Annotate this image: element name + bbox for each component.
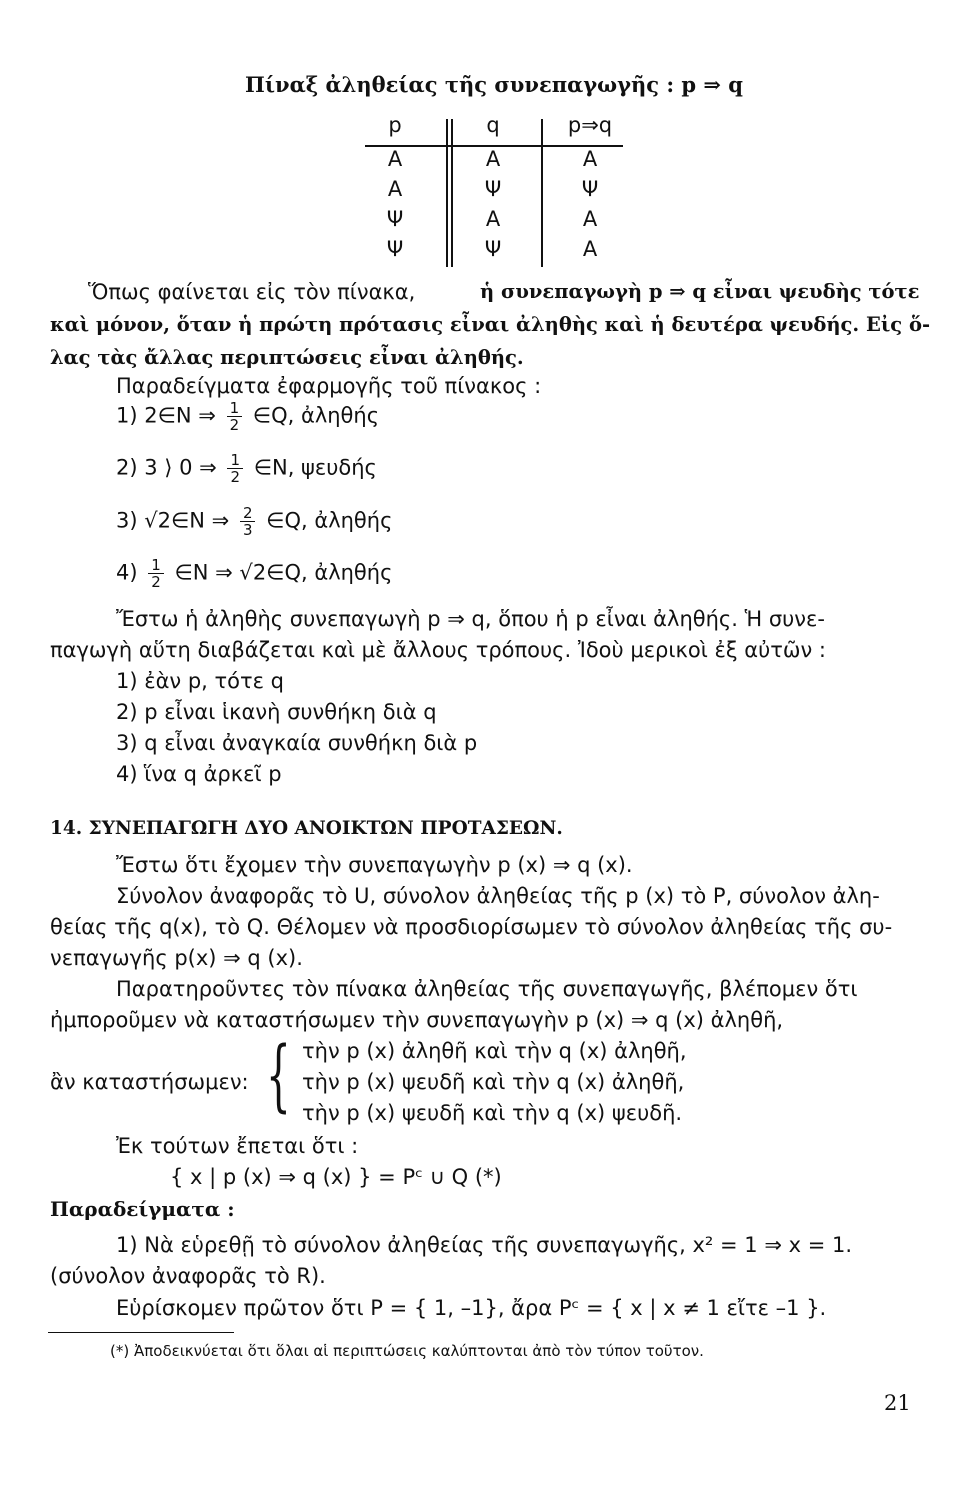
case-line: τὴν p (x) ἀληθῆ καὶ τὴν q (x) ἀληθῆ,: [302, 1039, 687, 1063]
example-text: 3) √2∈N ⇒: [116, 508, 230, 533]
reading-item: 3) q εἶναι ἀναγκαία συνθήκη διὰ p: [116, 731, 478, 755]
table-header-p: p: [388, 113, 402, 137]
table-cell: Α: [485, 207, 501, 231]
example-text: ∈Q, ἀληθής: [266, 508, 393, 533]
reading-item: 1) ἐὰν p, τότε q: [116, 669, 284, 693]
fraction-denominator: 3: [242, 521, 253, 539]
fraction-numerator: 1: [148, 557, 164, 574]
table-cell: Ψ: [484, 177, 502, 201]
table-cell: Α: [582, 237, 598, 261]
reading-item: 4) ἵνα q ἀρκεῖ p: [116, 762, 282, 786]
fraction: [148, 557, 164, 590]
table-cell: Α: [582, 147, 598, 171]
left-brace: {: [266, 1031, 291, 1121]
table-header-implication: p⇒q: [567, 113, 613, 137]
fraction: [240, 505, 256, 538]
examples2-line: (σύνολον ἀναφορᾶς τὸ R).: [50, 1264, 326, 1288]
page-number: 21: [884, 1391, 911, 1415]
fraction-denominator: 2: [151, 573, 161, 591]
fraction: [227, 452, 243, 485]
fraction: [227, 400, 243, 433]
intro-line-1a: Ὅπως φαίνεται εἰς τὸν πίνακα,: [88, 280, 416, 304]
example-text: ∈N ⇒ √2∈Q, ἀληθής: [174, 560, 393, 585]
example-text: 2) 3 ⟩ 0 ⇒: [116, 455, 217, 480]
table-cell: Ψ: [484, 237, 502, 261]
example-text: ∈N, ψευδής: [253, 455, 377, 480]
table-cell: Α: [582, 207, 598, 231]
formula: { x | p (x) ⇒ q (x) } = Pᶜ ∪ Q (*): [170, 1165, 502, 1189]
examples-heading: Παραδείγματα ἐφαρμογῆς τοῦ πίνακος :: [116, 374, 542, 398]
fraction-numerator: 1: [227, 452, 243, 469]
example-text: 1) 2∈N ⇒: [116, 403, 216, 428]
table-header-q: q: [486, 113, 500, 137]
table-cell: Ψ: [581, 177, 599, 201]
example-2: [116, 452, 377, 485]
fraction-numerator: 2: [240, 505, 256, 522]
examples2-line: Εὑρίσκομεν πρῶτον ὅτι P = { 1, –1}, ἄρα Pᶜ = { x | x ≠ 1 εἴτε –1 }.: [116, 1296, 827, 1320]
case-line: τὴν p (x) ψευδῆ καὶ τὴν q (x) ἀληθῆ,: [302, 1070, 685, 1094]
footnote: (*) Ἀποδεικνύεται ὅτι ὅλαι αἱ περιπτώσεις καλύπτονται ἀπὸ τὸν τύπον τοῦτον.: [110, 1342, 704, 1360]
table-cell: Ψ: [386, 237, 404, 261]
example-1: [116, 400, 379, 433]
section-paragraph: Παρατηροῦντες τὸν πίνακα ἀληθείας τῆς συνεπαγωγῆς, βλέπομεν ὅτι: [116, 977, 858, 1001]
section-paragraph: νεπαγωγῆς p(x) ⇒ q (x).: [50, 946, 303, 970]
intro-line-2: καὶ μόνον, ὅταν ἡ πρώτη πρότασις εἶναι ἀληθὴς καὶ ἡ δευτέρα ψευδής. Εἰς ὅ-: [50, 313, 931, 336]
readings-line-2: παγωγὴ αὕτη διαβάζεται καὶ μὲ ἄλλους τρόπους. Ἰδοὺ μερικοὶ ἐξ αὐτῶν :: [50, 638, 826, 662]
case-line: τὴν p (x) ψευδῆ καὶ τὴν q (x) ψευδῆ.: [302, 1101, 683, 1125]
case-label: ἂν καταστήσωμεν:: [50, 1070, 249, 1094]
example-3: [116, 505, 392, 538]
section-paragraph: θείας τῆς q(x), τὸ Q. Θέλομεν νὰ προσδιορίσωμεν τὸ σύνολον ἀληθείας τῆς συ-: [50, 915, 893, 939]
examples2-heading: Παραδείγματα :: [50, 1197, 235, 1221]
table-cell: Α: [485, 147, 501, 171]
table-cell: Α: [387, 177, 403, 201]
table-cell: Ψ: [386, 207, 404, 231]
fraction-denominator: 2: [229, 416, 240, 434]
example-text: 4): [116, 560, 138, 585]
footnote-rule: [48, 1332, 234, 1333]
intro-line-3: λας τὰς ἄλλας περιπτώσεις εἶναι ἀληθής.: [50, 346, 524, 369]
fraction-denominator: 2: [230, 468, 240, 486]
examples2-line: 1) Νὰ εὑρεθῇ τὸ σύνολον ἀληθείας τῆς συνεπαγωγῆς, x² = 1 ⇒ x = 1.: [116, 1233, 853, 1257]
table-divider: [541, 119, 543, 267]
intro-line-1b: ἡ συνεπαγωγὴ p ⇒ q εἶναι ψευδὴς τότε: [480, 280, 920, 303]
readings-line-1: Ἔστω ἡ ἀληθὴς συνεπαγωγὴ p ⇒ q, ὅπου ἡ p εἶναι ἀληθής. Ἡ συνε-: [116, 607, 825, 631]
section-paragraph: Ἐκ τούτων ἔπεται ὅτι :: [116, 1134, 359, 1158]
truth-table: [355, 113, 625, 263]
section-paragraph: ἠμποροῦμεν νὰ καταστήσωμεν τὴν συνεπαγωγὴν p (x) ⇒ q (x) ἀληθῆ,: [50, 1008, 784, 1032]
section-paragraph: Σύνολον ἀναφορᾶς τὸ U, σύνολον ἀληθείας τῆς p (x) τὸ P, σύνολον ἀλη-: [116, 884, 880, 908]
table-divider: [446, 119, 448, 267]
reading-item: 2) p εἶναι ἱκανὴ συνθήκη διὰ q: [116, 700, 437, 724]
fraction-numerator: 1: [227, 400, 243, 417]
section-paragraph: Ἔστω ὅτι ἔχομεν τὴν συνεπαγωγὴν p (x) ⇒ q (x).: [116, 853, 633, 877]
section-heading: 14. ΣΥΝΕΠΑΓΩΓΗ ΔΥΟ ΑΝΟΙΚΤΩΝ ΠΡΟΤΑΣΕΩΝ.: [50, 818, 563, 839]
table-cell: Α: [387, 147, 403, 171]
example-text: ∈Q, ἀληθής: [252, 403, 380, 428]
table-title: Πίναξ ἀληθείας τῆς συνεπαγωγῆς : p ⇒ q: [245, 72, 743, 97]
example-4: [116, 557, 392, 590]
